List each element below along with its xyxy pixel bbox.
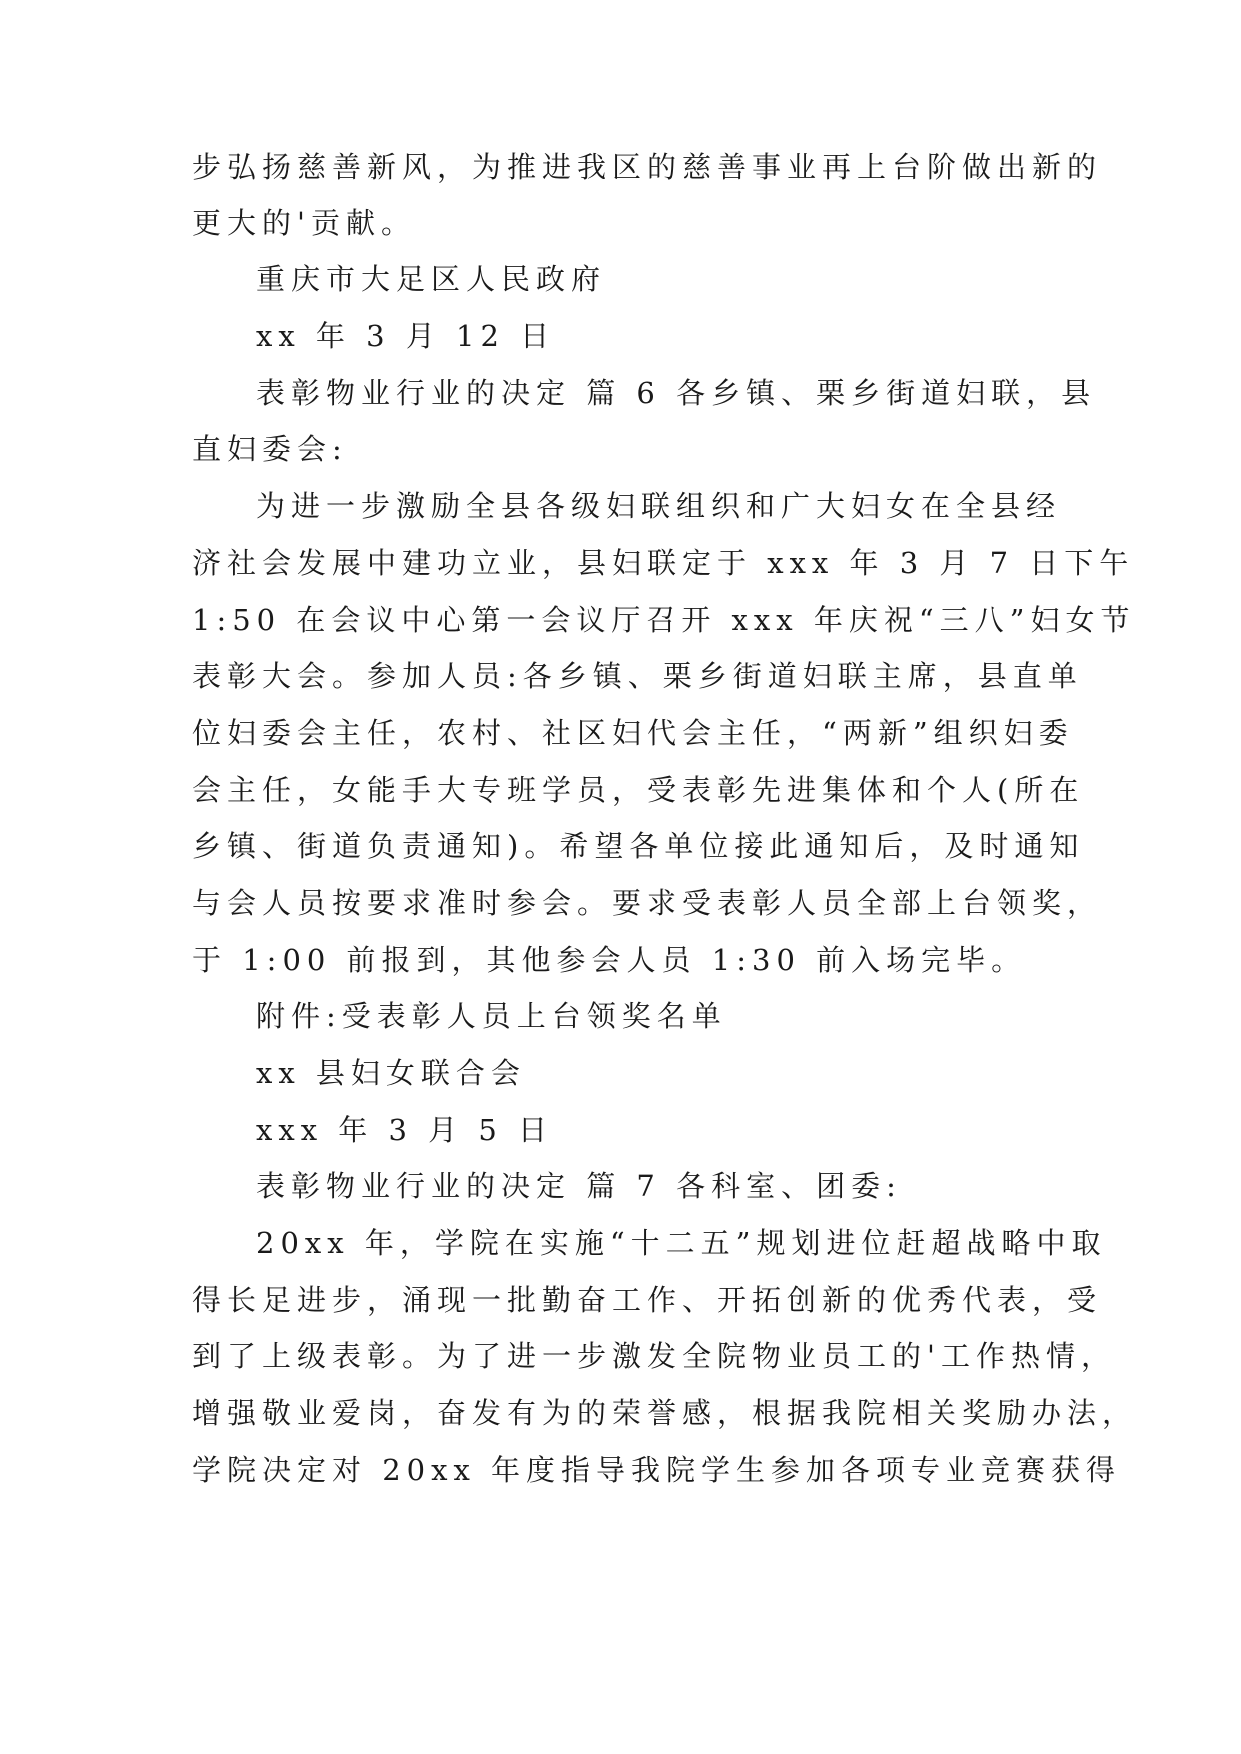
text-line: 到了上级表彰。为了进一步激发全院物业员工的'工作热情， (192, 1339, 1116, 1373)
text-line: 表彰大会。参加人员:各乡镇、栗乡街道妇联主席，县直单 (192, 659, 1083, 693)
text-line: 乡镇、街道负责通知)。希望各单位接此通知后，及时通知 (192, 829, 1085, 863)
signature-date: xxx 年 3 月 5 日 (256, 1113, 554, 1147)
signature-organization: 重庆市大足区人民政府 (256, 262, 607, 296)
text-line: 直妇委会: (192, 432, 348, 466)
text-line: 得长足进步，涌现一批勤奋工作、开拓创新的优秀代表，受 (192, 1283, 1103, 1317)
text-line: 位妇委会主任，农村、社区妇代会主任，“两新”组织妇委 (192, 716, 1074, 750)
section-heading: 表彰物业行业的决定 篇 6 各乡镇、栗乡街道妇联，县 (256, 376, 1097, 410)
text-line: 20xx 年，学院在实施“十二五”规划进位赶超战略中取 (256, 1226, 1107, 1260)
text-line: 增强敬业爱岗，奋发有为的荣誉感，根据我院相关奖励办法， (192, 1396, 1138, 1430)
text-line: 济社会发展中建功立业，县妇联定于 xxx 年 3 月 7 日下午 (192, 546, 1135, 580)
text-line: 为进一步激励全县各级妇联组织和广大妇女在全县经 (256, 489, 1062, 523)
text-line: 学院决定对 20xx 年度指导我院学生参加各项专业竞赛获得 (192, 1453, 1122, 1487)
section-heading: 表彰物业行业的决定 篇 7 各科室、团委: (256, 1169, 902, 1203)
signature-organization: xx 县妇女联合会 (256, 1056, 526, 1090)
text-line: 于 1:00 前报到，其他参会人员 1:30 前入场完毕。 (192, 943, 1027, 977)
text-line: 更大的'贡献。 (192, 206, 416, 240)
attachment-line: 附件:受表彰人员上台领奖名单 (256, 999, 727, 1033)
text-line: 1:50 在会议中心第一会议厅召开 xxx 年庆祝“三八”妇女节 (192, 603, 1136, 637)
text-line: 与会人员按要求准时参会。要求受表彰人员全部上台领奖， (192, 886, 1103, 920)
text-line: 会主任，女能手大专班学员，受表彰先进集体和个人(所在 (192, 773, 1085, 807)
text-line: 步弘扬慈善新风，为推进我区的慈善事业再上台阶做出新的 (192, 150, 1103, 184)
signature-date: xx 年 3 月 12 日 (256, 319, 556, 353)
